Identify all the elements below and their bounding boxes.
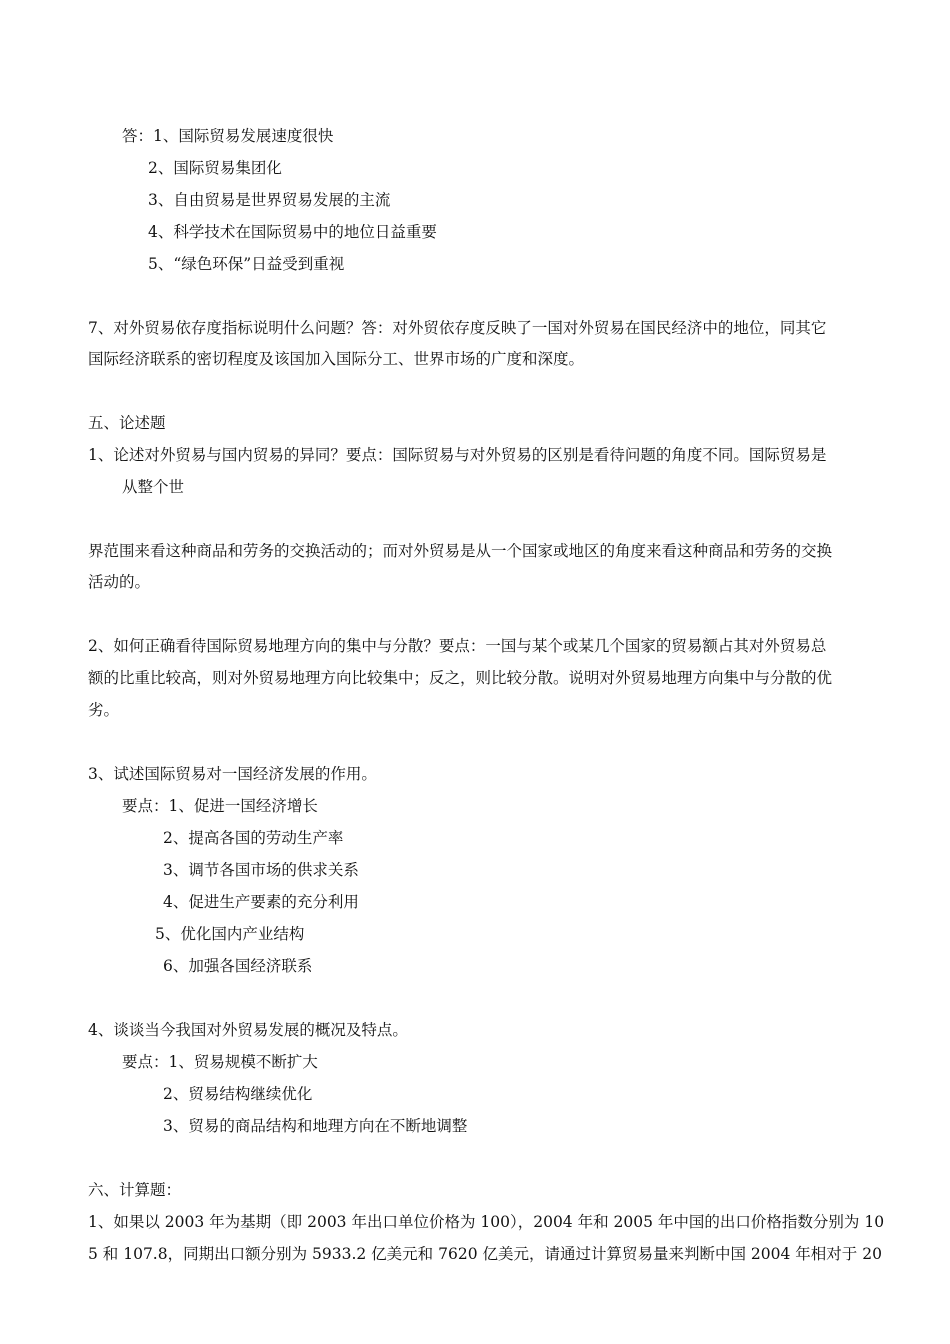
s6-q1-line-2: 5 和 107.8，同期出口额分别为 5933.2 亿美元和 7620 亿美元，请通过计算贸易量来判断中国 2004 年相对于 20 [88, 1245, 882, 1263]
answer6-item-4: 4、科学技术在国际贸易中的地位日益重要 [148, 223, 437, 241]
s5-q4-point-1: 要点：1、贸易规模不断扩大 [122, 1053, 318, 1071]
s5-q1-line-1: 1、论述对外贸易与国内贸易的异同？要点：国际贸易与对外贸易的区别是看待问题的角度不同。国际贸易是 [88, 446, 827, 464]
s5-q2-line-2: 额的比重比较高，则对外贸易地理方向比较集中；反之，则比较分散。说明对外贸易地理方向集中与分散的优 [88, 669, 833, 687]
s5-q3-point-2: 2、提高各国的劳动生产率 [163, 829, 344, 847]
s5-q3-title: 3、试述国际贸易对一国经济发展的作用。 [88, 765, 377, 783]
s5-q4-point-3: 3、贸易的商品结构和地理方向在不断地调整 [163, 1117, 468, 1135]
s5-q1-line-2: 从整个世 [122, 478, 185, 496]
s5-q3-point-1: 要点：1、促进一国经济增长 [122, 797, 318, 815]
s5-q2-line-3: 劣。 [88, 701, 120, 719]
s5-q3-point-4: 4、促进生产要素的充分利用 [163, 893, 359, 911]
answer6-item-3: 3、自由贸易是世界贸易发展的主流 [148, 191, 391, 209]
s5-q1-line-3: 界范围来看这种商品和劳务的交换活动的；而对外贸易是从一个国家或地区的角度来看这种商品和劳务的交换 [88, 542, 833, 560]
s5-q3-point-6: 6、加强各国经济联系 [163, 957, 313, 975]
section5-heading: 五、论述题 [88, 414, 166, 432]
s5-q3-point-5: 5、优化国内产业结构 [155, 925, 305, 943]
section6-heading: 六、计算题： [88, 1181, 182, 1199]
s5-q4-title: 4、谈谈当今我国对外贸易发展的概况及特点。 [88, 1021, 408, 1039]
s5-q3-point-3: 3、调节各国市场的供求关系 [163, 861, 359, 879]
q7-line-2: 国际经济联系的密切程度及该国加入国际分工、世界市场的广度和深度。 [88, 350, 585, 368]
answer6-item-2: 2、国际贸易集团化 [148, 159, 282, 177]
answer6-item-5: 5、“绿色环保”日益受到重视 [148, 255, 345, 273]
q7-line-1: 7、对外贸易依存度指标说明什么问题？答：对外贸依存度反映了一国对外贸易在国民经济中的地位，同其它 [88, 319, 827, 337]
s6-q1-line-1: 1、如果以 2003 年为基期（即 2003 年出口单位价格为 100），2004 年和 2005 年中国的出口价格指数分别为 10 [88, 1213, 885, 1231]
s5-q1-line-4: 活动的。 [88, 573, 151, 591]
answer6-item-1: 答：1、国际贸易发展速度很快 [122, 127, 334, 145]
s5-q4-point-2: 2、贸易结构继续优化 [163, 1085, 313, 1103]
s5-q2-line-1: 2、如何正确看待国际贸易地理方向的集中与分散？要点：一国与某个或某几个国家的贸易额占其对外贸易总 [88, 637, 827, 655]
